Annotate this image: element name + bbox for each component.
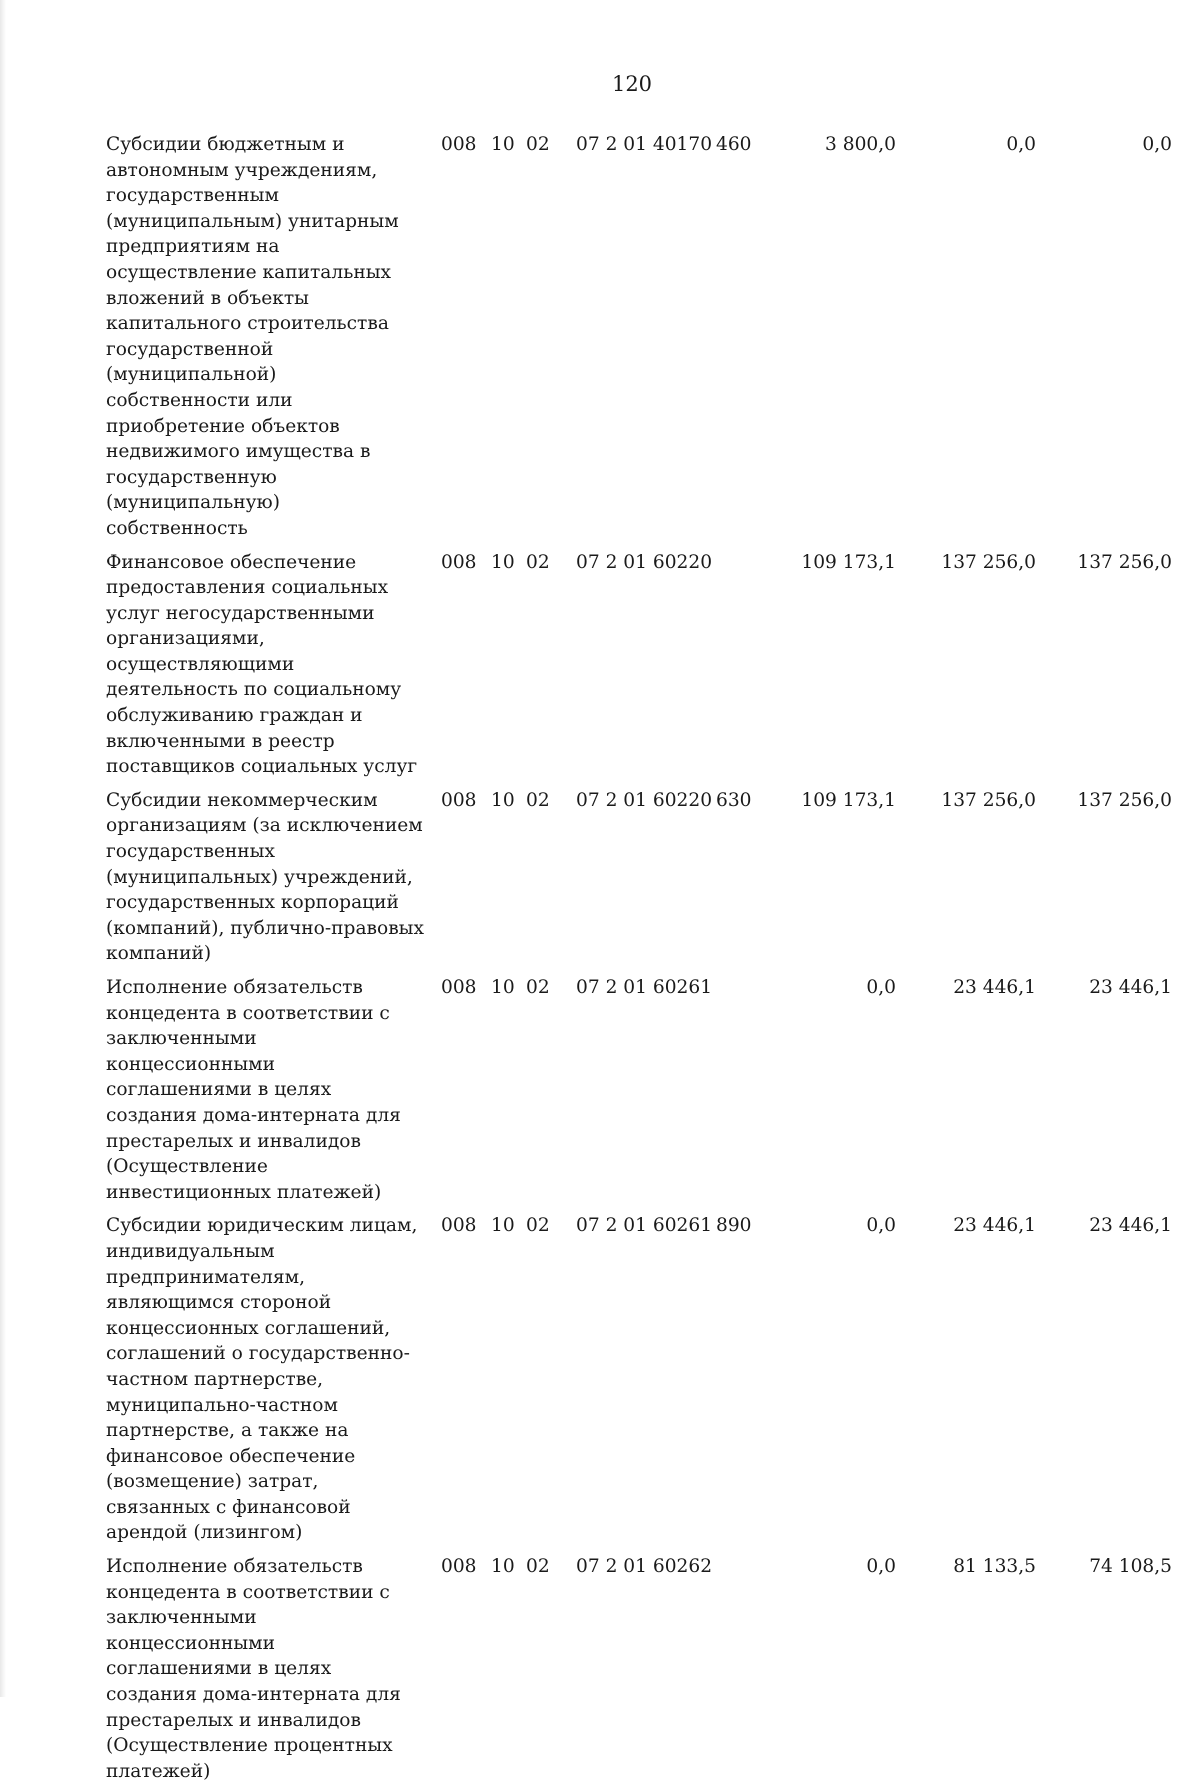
expense-type-code: 890 <box>716 1215 752 1237</box>
row-description: Исполнение обязательств концедента в соответствии с заключенными концессионными соглашениями в целях создания дома-интерната для престарелых и инвалидов (Осуществление процентных платежей) <box>106 1556 401 1782</box>
section-code: 10 <box>491 551 515 573</box>
amount-year-2: 0,0 <box>1006 134 1036 155</box>
row-description: Исполнение обязательств концедента в соответствии с заключенными концессионными соглашениями в целях создания дома-интерната для престарелых и инвалидов (Осуществление инвестиционных платежей) <box>106 977 401 1203</box>
table-row <box>106 975 1172 1213</box>
amount-year-1: 3 800,0 <box>825 134 896 155</box>
section-code: 10 <box>491 977 515 998</box>
subsection-code: 02 <box>526 551 550 573</box>
page-number: 120 <box>611 72 653 96</box>
section-code: 10 <box>491 1215 515 1237</box>
amount-year-1: 0,0 <box>866 1215 896 1237</box>
table-row <box>106 132 1172 550</box>
table-row <box>106 1213 1172 1554</box>
ministry-code: 008 <box>441 789 477 811</box>
amount-year-1: 0,0 <box>866 977 896 998</box>
row-description: Субсидии некоммерческим организациям (за исключением государственных (муниципальных) учреждений, государственных корпораций (компаний), публично-правовых компаний) <box>106 789 424 965</box>
target-article-code: 07 2 01 60261 <box>576 1215 713 1237</box>
amount-year-3: 74 108,5 <box>1089 1556 1172 1578</box>
section-code: 10 <box>491 134 515 155</box>
row-description: Субсидии бюджетным и автономным учреждениям, государственным (муниципальным) унитарным предприятиям на осуществление капитальных вложений в объекты капитального строительства государственной (муниципальной) собственности или приобретение объектов недвижимого имущества в государственную (муниципальную) собственность <box>106 134 399 539</box>
amount-year-3: 23 446,1 <box>1089 1215 1172 1237</box>
ministry-code: 008 <box>441 977 477 998</box>
amount-year-1: 109 173,1 <box>801 789 896 811</box>
amount-year-1: 0,0 <box>866 1556 896 1578</box>
expense-type-code: 460 <box>716 134 752 155</box>
amount-year-3: 137 256,0 <box>1077 551 1172 573</box>
budget-table <box>106 132 1172 1792</box>
target-article-code: 07 2 01 60220 <box>576 789 713 811</box>
row-description: Финансовое обеспечение предоставления социальных услуг негосударственными организациями, осуществляющими деятельность по социальному обслуживанию граждан и включенными в реестр поставщиков социальных услуг <box>106 551 418 778</box>
row-description: Субсидии юридическим лицам, индивидуальным предпринимателям, являющимся стороной концессионных соглашений, соглашений о государственно-частном партнерстве, муниципально-частном партнерстве, а также на финансовое обеспечение (возмещение) затрат, связанных с финансовой арендой (лизингом) <box>106 1215 418 1544</box>
table-row <box>106 1554 1172 1792</box>
subsection-code: 02 <box>526 977 550 998</box>
target-article-code: 07 2 01 60220 <box>576 551 713 573</box>
ministry-code: 008 <box>441 1556 477 1578</box>
table-row <box>106 550 1172 788</box>
subsection-code: 02 <box>526 1215 550 1237</box>
amount-year-2: 137 256,0 <box>941 551 1036 573</box>
expense-type-code: 630 <box>716 789 752 811</box>
target-article-code: 07 2 01 60262 <box>576 1556 713 1578</box>
amount-year-3: 0,0 <box>1142 134 1172 155</box>
table-row <box>106 788 1172 975</box>
ministry-code: 008 <box>441 551 477 573</box>
amount-year-3: 137 256,0 <box>1077 789 1172 811</box>
subsection-code: 02 <box>526 1556 550 1578</box>
amount-year-1: 109 173,1 <box>801 551 896 573</box>
subsection-code: 02 <box>526 134 550 155</box>
amount-year-2: 23 446,1 <box>953 977 1036 998</box>
scan-edge-shadow <box>0 0 6 1697</box>
amount-year-3: 23 446,1 <box>1089 977 1172 998</box>
ministry-code: 008 <box>441 134 477 155</box>
ministry-code: 008 <box>441 1215 477 1237</box>
section-code: 10 <box>491 789 515 811</box>
target-article-code: 07 2 01 60261 <box>576 977 713 998</box>
section-code: 10 <box>491 1556 515 1578</box>
amount-year-2: 137 256,0 <box>941 789 1036 811</box>
amount-year-2: 23 446,1 <box>953 1215 1036 1237</box>
subsection-code: 02 <box>526 789 550 811</box>
amount-year-2: 81 133,5 <box>953 1556 1036 1578</box>
target-article-code: 07 2 01 40170 <box>576 134 713 155</box>
